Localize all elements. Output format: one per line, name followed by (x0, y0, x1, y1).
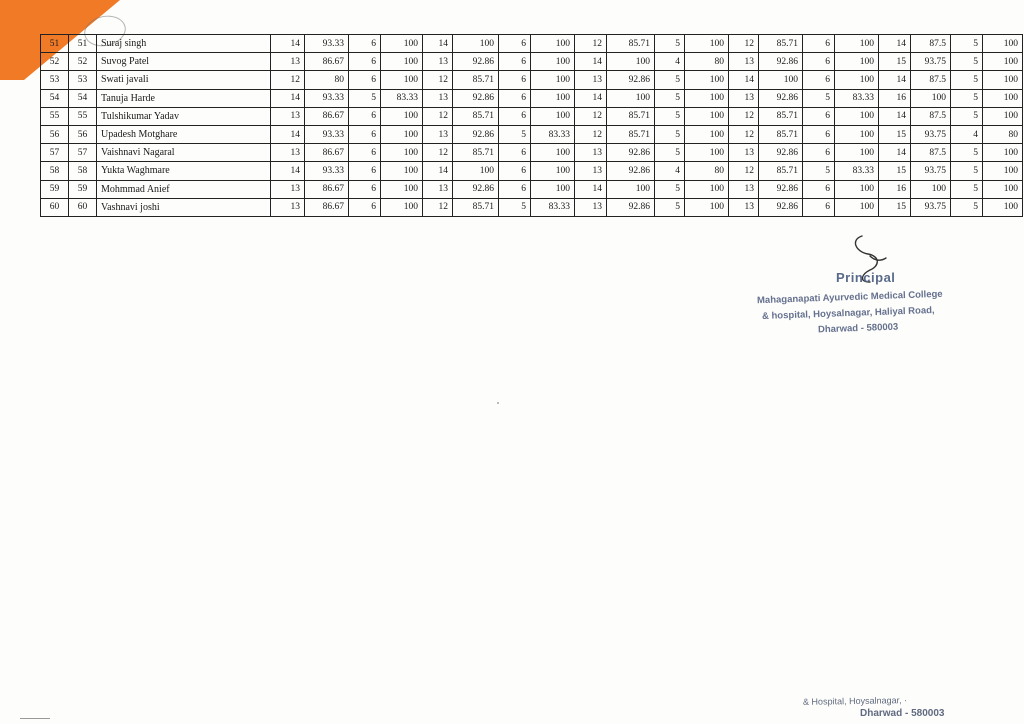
roll-number-cell: 53 (69, 71, 97, 89)
count-cell: 16 (879, 180, 911, 198)
count-cell: 14 (271, 162, 305, 180)
count-cell: 12 (423, 144, 453, 162)
percent-cell: 86.67 (305, 180, 349, 198)
count-cell: 13 (729, 198, 759, 216)
count-cell: 6 (803, 71, 835, 89)
count-cell: 16 (879, 89, 911, 107)
percent-cell: 85.71 (759, 107, 803, 125)
count-cell: 12 (575, 125, 607, 143)
count-cell: 13 (729, 180, 759, 198)
roll-number-cell: 59 (69, 180, 97, 198)
count-cell: 6 (499, 162, 531, 180)
percent-cell: 100 (835, 53, 879, 71)
serial-cell: 60 (41, 198, 69, 216)
count-cell: 12 (423, 71, 453, 89)
percent-cell: 87.5 (911, 35, 951, 53)
table-row (41, 125, 1023, 143)
count-cell: 13 (575, 71, 607, 89)
percent-cell: 100 (835, 180, 879, 198)
count-cell: 6 (349, 35, 381, 53)
serial-cell: 57 (41, 144, 69, 162)
percent-cell: 100 (685, 107, 729, 125)
count-cell: 5 (655, 89, 685, 107)
count-cell: 14 (879, 35, 911, 53)
count-cell: 5 (803, 89, 835, 107)
percent-cell: 85.71 (607, 35, 655, 53)
count-cell: 6 (499, 144, 531, 162)
percent-cell: 83.33 (381, 89, 423, 107)
percent-cell: 100 (835, 125, 879, 143)
serial-cell: 56 (41, 125, 69, 143)
count-cell: 5 (655, 144, 685, 162)
count-cell: 14 (879, 144, 911, 162)
count-cell: 12 (423, 107, 453, 125)
percent-cell: 100 (381, 35, 423, 53)
percent-cell: 80 (685, 162, 729, 180)
count-cell: 12 (575, 35, 607, 53)
count-cell: 6 (499, 180, 531, 198)
percent-cell: 85.71 (453, 198, 499, 216)
percent-cell: 83.33 (531, 125, 575, 143)
count-cell: 6 (499, 53, 531, 71)
count-cell: 5 (655, 71, 685, 89)
serial-cell: 51 (41, 35, 69, 53)
percent-cell: 100 (911, 89, 951, 107)
percent-cell: 85.71 (607, 125, 655, 143)
count-cell: 13 (271, 107, 305, 125)
percent-cell: 85.71 (453, 107, 499, 125)
percent-cell: 100 (685, 71, 729, 89)
count-cell: 12 (729, 35, 759, 53)
count-cell: 6 (803, 107, 835, 125)
count-cell: 4 (951, 125, 983, 143)
percent-cell: 87.5 (911, 71, 951, 89)
count-cell: 6 (349, 198, 381, 216)
student-name-cell: Upadesh Motghare (97, 125, 271, 143)
percent-cell: 92.86 (453, 89, 499, 107)
roll-number-cell: 52 (69, 53, 97, 71)
count-cell: 5 (951, 180, 983, 198)
count-cell: 15 (879, 162, 911, 180)
percent-cell: 93.33 (305, 35, 349, 53)
percent-cell: 100 (685, 89, 729, 107)
student-name-cell: Tanuja Harde (97, 89, 271, 107)
percent-cell: 93.33 (305, 162, 349, 180)
count-cell: 6 (803, 144, 835, 162)
count-cell: 13 (729, 89, 759, 107)
percent-cell: 92.86 (453, 125, 499, 143)
count-cell: 4 (655, 53, 685, 71)
percent-cell: 100 (531, 180, 575, 198)
percent-cell: 100 (381, 144, 423, 162)
stamp-line-city: Dharwad - 580003 (817, 321, 899, 336)
count-cell: 5 (655, 180, 685, 198)
percent-cell: 93.75 (911, 162, 951, 180)
count-cell: 14 (271, 35, 305, 53)
count-cell: 13 (423, 180, 453, 198)
count-cell: 13 (575, 144, 607, 162)
count-cell: 5 (951, 53, 983, 71)
percent-cell: 100 (983, 144, 1023, 162)
percent-cell: 93.33 (305, 125, 349, 143)
percent-cell: 100 (911, 180, 951, 198)
percent-cell: 100 (685, 198, 729, 216)
count-cell: 6 (349, 144, 381, 162)
percent-cell: 100 (759, 71, 803, 89)
percent-cell: 100 (531, 107, 575, 125)
percent-cell: 100 (685, 144, 729, 162)
stamp-line-college: Mahaganapati Ayurvedic Medical College (756, 288, 943, 307)
percent-cell: 93.75 (911, 125, 951, 143)
percent-cell: 100 (983, 162, 1023, 180)
stamp-title: Principal (836, 270, 896, 285)
count-cell: 14 (575, 89, 607, 107)
percent-cell: 92.86 (759, 198, 803, 216)
percent-cell: 93.75 (911, 198, 951, 216)
count-cell: 6 (499, 89, 531, 107)
count-cell: 13 (271, 53, 305, 71)
count-cell: 5 (655, 125, 685, 143)
roll-number-cell: 56 (69, 125, 97, 143)
student-name-cell: Tulshikumar Yadav (97, 107, 271, 125)
percent-cell: 100 (381, 53, 423, 71)
percent-cell: 100 (835, 107, 879, 125)
percent-cell: 87.5 (911, 107, 951, 125)
count-cell: 5 (951, 89, 983, 107)
count-cell: 6 (349, 71, 381, 89)
percent-cell: 100 (835, 144, 879, 162)
percent-cell: 100 (983, 35, 1023, 53)
count-cell: 13 (729, 53, 759, 71)
percent-cell: 85.71 (453, 144, 499, 162)
table-row (41, 71, 1023, 89)
count-cell: 6 (349, 53, 381, 71)
count-cell: 6 (499, 107, 531, 125)
roll-number-cell: 51 (69, 35, 97, 53)
percent-cell: 100 (453, 35, 499, 53)
count-cell: 6 (803, 35, 835, 53)
count-cell: 13 (575, 162, 607, 180)
count-cell: 5 (951, 198, 983, 216)
count-cell: 12 (575, 107, 607, 125)
count-cell: 5 (951, 35, 983, 53)
count-cell: 6 (499, 71, 531, 89)
percent-cell: 85.71 (759, 125, 803, 143)
count-cell: 6 (803, 198, 835, 216)
count-cell: 13 (423, 125, 453, 143)
count-cell: 6 (349, 107, 381, 125)
percent-cell: 92.86 (607, 198, 655, 216)
student-name-cell: Vaishnavi Nagaral (97, 144, 271, 162)
percent-cell: 100 (381, 198, 423, 216)
student-name-cell: Suvog Patel (97, 53, 271, 71)
count-cell: 4 (655, 162, 685, 180)
count-cell: 6 (349, 125, 381, 143)
percent-cell: 100 (983, 89, 1023, 107)
percent-cell: 85.71 (759, 162, 803, 180)
percent-cell: 80 (305, 71, 349, 89)
percent-cell: 100 (835, 71, 879, 89)
count-cell: 5 (951, 162, 983, 180)
count-cell: 5 (499, 198, 531, 216)
roll-number-cell: 58 (69, 162, 97, 180)
table-row (41, 144, 1023, 162)
count-cell: 13 (423, 89, 453, 107)
percent-cell: 85.71 (607, 107, 655, 125)
count-cell: 14 (575, 180, 607, 198)
percent-cell: 100 (983, 53, 1023, 71)
percent-cell: 100 (983, 180, 1023, 198)
count-cell: 15 (879, 198, 911, 216)
percent-cell: 100 (835, 35, 879, 53)
percent-cell: 92.86 (759, 53, 803, 71)
percent-cell: 83.33 (835, 162, 879, 180)
percent-cell: 92.86 (759, 89, 803, 107)
count-cell: 5 (655, 107, 685, 125)
count-cell: 5 (655, 198, 685, 216)
table-row (41, 89, 1023, 107)
count-cell: 5 (499, 125, 531, 143)
percent-cell: 85.71 (453, 71, 499, 89)
serial-cell: 55 (41, 107, 69, 125)
percent-cell: 80 (685, 53, 729, 71)
count-cell: 6 (803, 125, 835, 143)
roll-number-cell: 57 (69, 144, 97, 162)
student-name-cell: Suraj singh (97, 35, 271, 53)
percent-cell: 100 (381, 125, 423, 143)
percent-cell: 100 (685, 35, 729, 53)
percent-cell: 85.71 (759, 35, 803, 53)
percent-cell: 86.67 (305, 107, 349, 125)
table-row (41, 35, 1023, 53)
serial-cell: 54 (41, 89, 69, 107)
percent-cell: 100 (685, 125, 729, 143)
stray-dot (497, 402, 499, 404)
percent-cell: 93.33 (305, 89, 349, 107)
count-cell: 14 (575, 53, 607, 71)
percent-cell: 92.86 (453, 180, 499, 198)
count-cell: 13 (729, 144, 759, 162)
count-cell: 12 (729, 107, 759, 125)
count-cell: 12 (729, 125, 759, 143)
percent-cell: 92.86 (759, 180, 803, 198)
percent-cell: 100 (531, 162, 575, 180)
percent-cell: 100 (531, 53, 575, 71)
percent-cell: 87.5 (911, 144, 951, 162)
serial-cell: 58 (41, 162, 69, 180)
count-cell: 13 (575, 198, 607, 216)
percent-cell: 92.86 (759, 144, 803, 162)
count-cell: 14 (729, 71, 759, 89)
table-row (41, 198, 1023, 216)
percent-cell: 100 (983, 198, 1023, 216)
percent-cell: 100 (381, 180, 423, 198)
percent-cell: 100 (607, 180, 655, 198)
count-cell: 13 (271, 198, 305, 216)
percent-cell: 92.86 (607, 162, 655, 180)
student-name-cell: Vashnavi joshi (97, 198, 271, 216)
count-cell: 13 (271, 180, 305, 198)
percent-cell: 83.33 (531, 198, 575, 216)
count-cell: 14 (271, 89, 305, 107)
count-cell: 12 (271, 71, 305, 89)
count-cell: 6 (349, 162, 381, 180)
footer-stamp-line1: & Hospital, Hoysalnagar, · (802, 695, 908, 707)
table-row (41, 180, 1023, 198)
stamp-line-address: & hospital, Hoysalnagar, Haliyal Road, (761, 304, 935, 323)
page-edge-line (20, 718, 50, 719)
percent-cell: 100 (381, 162, 423, 180)
count-cell: 5 (349, 89, 381, 107)
percent-cell: 100 (531, 71, 575, 89)
count-cell: 14 (879, 71, 911, 89)
serial-cell: 59 (41, 180, 69, 198)
count-cell: 12 (423, 198, 453, 216)
table-row (41, 53, 1023, 71)
percent-cell: 93.75 (911, 53, 951, 71)
percent-cell: 100 (381, 71, 423, 89)
count-cell: 5 (951, 71, 983, 89)
count-cell: 6 (803, 53, 835, 71)
count-cell: 15 (879, 125, 911, 143)
footer-stamp-line2: Dharwad - 580003 (860, 708, 945, 719)
count-cell: 5 (655, 35, 685, 53)
percent-cell: 92.86 (607, 144, 655, 162)
percent-cell: 92.86 (607, 71, 655, 89)
percent-cell: 100 (531, 144, 575, 162)
count-cell: 5 (803, 162, 835, 180)
count-cell: 5 (951, 107, 983, 125)
count-cell: 15 (879, 53, 911, 71)
percent-cell: 83.33 (835, 89, 879, 107)
percent-cell: 86.67 (305, 144, 349, 162)
percent-cell: 100 (453, 162, 499, 180)
student-name-cell: Mohmmad Anief (97, 180, 271, 198)
percent-cell: 100 (685, 180, 729, 198)
percent-cell: 86.67 (305, 53, 349, 71)
count-cell: 14 (423, 162, 453, 180)
percent-cell: 86.67 (305, 198, 349, 216)
count-cell: 13 (423, 53, 453, 71)
table-row (41, 162, 1023, 180)
count-cell: 13 (271, 144, 305, 162)
percent-cell: 100 (607, 53, 655, 71)
count-cell: 6 (499, 35, 531, 53)
attendance-table (40, 34, 1023, 217)
percent-cell: 100 (607, 89, 655, 107)
percent-cell: 100 (835, 198, 879, 216)
count-cell: 14 (423, 35, 453, 53)
roll-number-cell: 60 (69, 198, 97, 216)
percent-cell: 80 (983, 125, 1023, 143)
student-name-cell: Yukta Waghmare (97, 162, 271, 180)
percent-cell: 100 (983, 107, 1023, 125)
percent-cell: 100 (381, 107, 423, 125)
count-cell: 12 (729, 162, 759, 180)
table-row (41, 107, 1023, 125)
serial-cell: 52 (41, 53, 69, 71)
count-cell: 5 (951, 144, 983, 162)
percent-cell: 100 (531, 89, 575, 107)
student-name-cell: Swati javali (97, 71, 271, 89)
percent-cell: 100 (531, 35, 575, 53)
count-cell: 6 (803, 180, 835, 198)
count-cell: 14 (879, 107, 911, 125)
roll-number-cell: 54 (69, 89, 97, 107)
count-cell: 14 (271, 125, 305, 143)
serial-cell: 53 (41, 71, 69, 89)
percent-cell: 92.86 (453, 53, 499, 71)
count-cell: 6 (349, 180, 381, 198)
roll-number-cell: 55 (69, 107, 97, 125)
percent-cell: 100 (983, 71, 1023, 89)
